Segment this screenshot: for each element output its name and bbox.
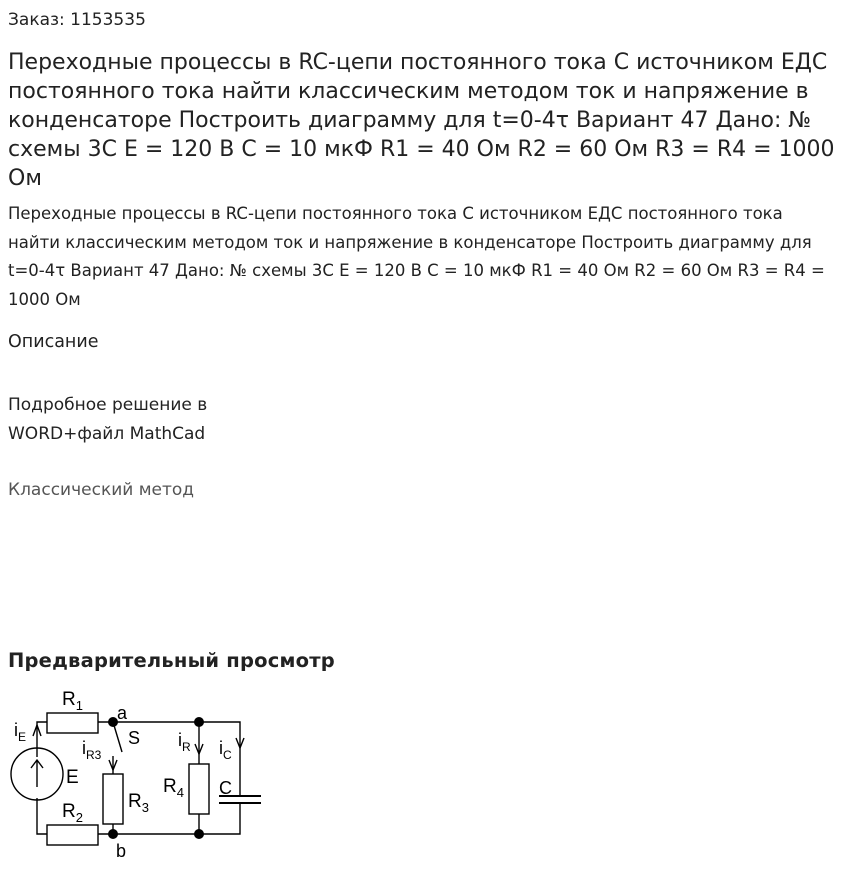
description-heading: Описание bbox=[8, 332, 99, 352]
label-r3: $R_3$ bbox=[128, 791, 149, 815]
label-emf: E bbox=[66, 767, 79, 788]
label-ie: $i_E$ bbox=[14, 720, 27, 744]
circuit-diagram bbox=[0, 682, 280, 862]
label-ir: $i_R$ bbox=[178, 730, 191, 754]
page-title: Переходные процессы в RC-цепи постоянного тока С источником ЕДС постоянного тока найти классическим методом ток и напряжение в конденсаторе Построить диаграмму для t=0-4τ Вариант 47 Дано: № схемы 3С E = 120 В C = 10 мкФ R1 = 40 Ом R2 = 60 Ом R3 = R4 = 1000 Ом bbox=[8, 50, 835, 191]
emf-arrow-icon bbox=[31, 760, 43, 787]
label-r4: $R_4$ bbox=[163, 776, 184, 800]
short-description: Переходные процессы в RC-цепи постоянного тока С источником ЕДС постоянного тока найти классическим методом ток и напряжение в конденсаторе Построить диаграмму для t=0-4τ Вариант 47 Дано: № схемы 3С E = 120 В C = 10 мкФ R1 = 40 Ом R2 = 60 Ом R3 = R4 = 1000 Ом bbox=[8, 204, 825, 309]
resistor-r3 bbox=[103, 774, 123, 824]
label-node-b: b bbox=[116, 841, 127, 861]
label-ir3: $i_{R3}$ bbox=[82, 738, 102, 762]
node-b-dot bbox=[108, 829, 118, 839]
node-top-dot bbox=[194, 717, 204, 727]
solution-text: Подробное решение в WORD+файл MathCad bbox=[8, 395, 208, 444]
preview-heading: Предварительный просмотр bbox=[8, 649, 335, 672]
label-ic: $i_C$ bbox=[219, 738, 232, 762]
label-r2: $R_2$ bbox=[62, 801, 83, 825]
label-capacitor: C bbox=[219, 778, 232, 798]
label-node-a: a bbox=[117, 703, 128, 723]
resistor-r4 bbox=[189, 764, 209, 814]
order-number: Заказ: 1153535 bbox=[8, 10, 146, 30]
wire-source-bottom bbox=[37, 798, 47, 834]
label-r1: $R_1$ bbox=[62, 689, 83, 713]
node-bottom-dot bbox=[194, 829, 204, 839]
resistor-r2 bbox=[47, 825, 98, 845]
classical-method-link[interactable]: Классический метод bbox=[8, 480, 195, 500]
resistor-r1 bbox=[47, 713, 98, 733]
label-switch: S bbox=[128, 728, 141, 748]
wire-bottom bbox=[98, 807, 240, 834]
